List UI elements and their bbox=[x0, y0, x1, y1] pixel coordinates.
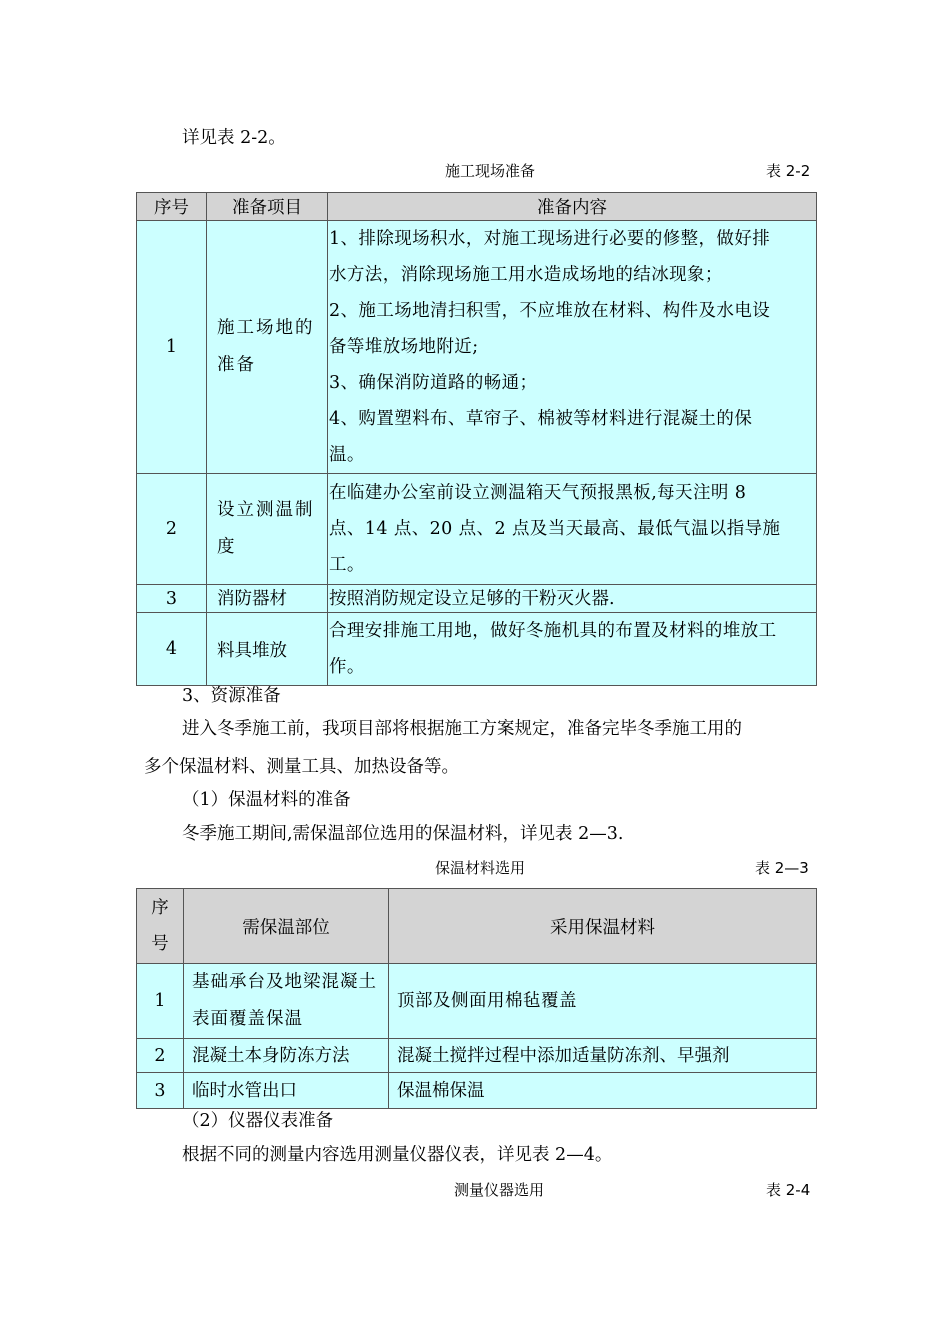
table-row bbox=[137, 585, 817, 613]
row-material: 顶部及侧面用棉毡覆盖 bbox=[389, 964, 817, 1039]
table-2-3 bbox=[136, 888, 817, 1109]
header-material: 采用保温材料 bbox=[389, 889, 817, 964]
table-2-4-label: 表 2-4 bbox=[766, 1181, 811, 1199]
row-material: 混凝土搅拌过程中添加适量防冻剂、早强剂 bbox=[389, 1039, 817, 1073]
table-2-3-label: 表 2—3 bbox=[755, 859, 809, 877]
section-3-para-line2: 多个保温材料、测量工具、加热设备等。 bbox=[144, 757, 459, 777]
row-no: 1 bbox=[137, 964, 184, 1039]
table-row bbox=[137, 221, 817, 474]
sub1-title: （1）保温材料的准备 bbox=[182, 790, 351, 810]
header-content: 准备内容 bbox=[328, 193, 817, 221]
row-no: 2 bbox=[137, 1039, 184, 1073]
row-no: 3 bbox=[137, 585, 207, 613]
row-content: 按照消防规定设立足够的干粉灭火器. bbox=[328, 585, 817, 613]
sub2-title: （2）仪器仪表准备 bbox=[182, 1111, 334, 1131]
row-content: 1、排除现场积水，对施工现场进行必要的修整，做好排 水方法，消除现场施工用水造成场地的结冰现象； 2、施工场地清扫积雪，不应堆放在材料、构件及水电设 备等堆放场地附近; 3、确保消防道路的畅通； 4、购置塑料布、草帘子、棉被等材料进行混凝土的保 温。 bbox=[328, 221, 817, 474]
row-item: 设立测温制度 bbox=[207, 474, 328, 585]
table-2-2-label: 表 2-2 bbox=[766, 162, 811, 180]
section-3-title: 3、资源准备 bbox=[182, 686, 281, 706]
section-3-para-line1: 进入冬季施工前，我项目部将根据施工方案规定，准备完毕冬季施工用的 bbox=[182, 719, 742, 739]
row-content: 在临建办公室前设立测温箱天气预报黑板,每天注明 8 点、14 点、20 点、2 点及当天最高、最低气温以指导施 工。 bbox=[328, 474, 817, 585]
row-content: 合理安排施工用地，做好冬施机具的布置及材料的堆放工 作。 bbox=[328, 613, 817, 686]
row-no: 2 bbox=[137, 474, 207, 585]
table-row bbox=[137, 474, 817, 585]
header-no: 序号 bbox=[137, 193, 207, 221]
table-row bbox=[137, 1039, 817, 1073]
row-part: 混凝土本身防冻方法 bbox=[184, 1039, 389, 1073]
row-item: 料具堆放 bbox=[207, 613, 328, 686]
header-part: 需保温部位 bbox=[184, 889, 389, 964]
table-row bbox=[137, 613, 817, 686]
sub1-para: 冬季施工期间,需保温部位选用的保温材料，详见表 2—3. bbox=[182, 824, 624, 844]
header-item: 准备项目 bbox=[207, 193, 328, 221]
table-row bbox=[137, 964, 817, 1039]
sub2-para: 根据不同的测量内容选用测量仪器仪表，详见表 2—4。 bbox=[182, 1145, 613, 1165]
header-no: 序号 bbox=[137, 889, 184, 964]
table-2-2 bbox=[136, 192, 817, 686]
intro-text: 详见表 2-2。 bbox=[182, 128, 286, 148]
row-no: 1 bbox=[137, 221, 207, 474]
row-no: 4 bbox=[137, 613, 207, 686]
row-item: 施工场地的准备 bbox=[207, 221, 328, 474]
table-2-2-caption: 施工现场准备 bbox=[445, 162, 536, 180]
row-item: 消防器材 bbox=[207, 585, 328, 613]
table-2-3-caption: 保温材料选用 bbox=[435, 859, 526, 877]
row-no: 3 bbox=[137, 1073, 184, 1109]
row-part: 基础承台及地梁混凝土表面覆盖保温 bbox=[184, 964, 389, 1039]
table-row bbox=[137, 1073, 817, 1109]
table-2-4-caption: 测量仪器选用 bbox=[454, 1181, 545, 1199]
row-part: 临时水管出口 bbox=[184, 1073, 389, 1109]
row-material: 保温棉保温 bbox=[389, 1073, 817, 1109]
